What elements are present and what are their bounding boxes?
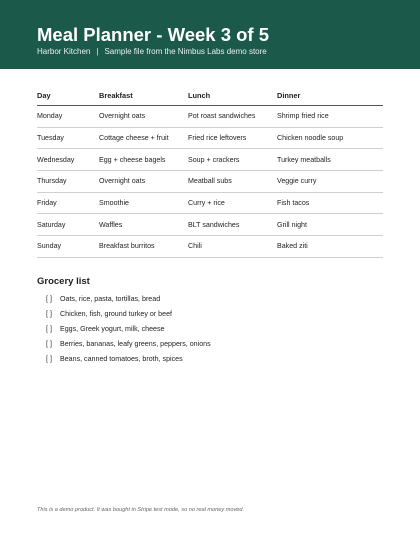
lunch-cell: Soup + crackers [188,155,240,164]
day-cell: Friday [37,199,57,208]
lunch-cell: Meatball subs [188,177,232,186]
day-cell: Wednesday [37,155,75,164]
column-header-day: Day [37,91,51,100]
breakfast-cell: Waffles [99,220,123,229]
list-item [46,292,376,307]
table-row [37,236,383,258]
list-item [46,351,376,366]
column-header-breakfast: Breakfast [99,91,133,100]
table-row [37,193,383,215]
checkbox-placeholder: [ ] [46,339,52,348]
table-row [37,171,383,193]
document-header [0,0,420,69]
lunch-cell: Curry + rice [188,199,225,208]
table-row [37,149,383,171]
checkbox-placeholder: [ ] [46,354,52,363]
table-body [37,106,383,258]
document-title: Meal Planner - Week 3 of 5 [37,24,270,45]
meal-plan-table [37,87,383,258]
checkbox-placeholder: [ ] [46,295,52,304]
list-item [46,336,376,351]
lunch-cell: BLT sandwiches [188,220,240,229]
table-row [37,128,383,150]
grocery-item-text: Beans, canned tomatoes, broth, spices [60,354,183,363]
column-header-dinner: Dinner [277,91,301,100]
dinner-cell: Chicken noodle soup [277,134,344,143]
sample-note: Sample file from the Nimbus Labs demo store [104,47,267,56]
grocery-list-title: Grocery list [37,276,90,287]
column-header-lunch: Lunch [188,91,211,100]
grocery-item-text: Chicken, fish, ground turkey or beef [60,310,172,319]
grocery-item-text: Oats, rice, pasta, tortillas, bread [60,295,161,304]
list-item [46,322,376,337]
table-header-row [37,87,383,106]
document-subtitle [37,47,267,57]
dinner-cell: Shrimp fried rice [277,112,329,121]
grocery-item-text: Berries, bananas, leafy greens, peppers, onions [60,339,211,348]
day-cell: Sunday [37,242,62,251]
footer-note: This is a demo product. It was bought in Stripe test mode, so no real money moved. [37,507,245,513]
lunch-cell: Chili [188,242,202,251]
breakfast-cell: Egg + cheese bagels [99,155,166,164]
day-cell: Saturday [37,220,66,229]
dinner-cell: Veggie curry [277,177,317,186]
dinner-cell: Baked ziti [277,242,308,251]
checkbox-placeholder: [ ] [46,324,52,333]
breakfast-cell: Breakfast burritos [99,242,155,251]
checkbox-placeholder: [ ] [46,310,52,319]
day-cell: Thursday [37,177,67,186]
lunch-cell: Pot roast sandwiches [188,112,256,121]
grocery-list [46,292,376,366]
breakfast-cell: Cottage cheese + fruit [99,134,169,143]
dinner-cell: Turkey meatballs [277,155,331,164]
table-row [37,106,383,128]
subtitle-separator: | [96,47,99,56]
dinner-cell: Fish tacos [277,199,310,208]
day-cell: Tuesday [37,134,64,143]
breakfast-cell: Overnight oats [99,177,146,186]
breakfast-cell: Smoothie [99,199,129,208]
store-name: Harbor Kitchen [37,47,91,56]
dinner-cell: Grill night [277,220,307,229]
day-cell: Monday [37,112,63,121]
breakfast-cell: Overnight oats [99,112,146,121]
list-item [46,307,376,322]
lunch-cell: Fried rice leftovers [188,134,247,143]
grocery-item-text: Eggs, Greek yogurt, milk, cheese [60,324,165,333]
table-row [37,214,383,236]
